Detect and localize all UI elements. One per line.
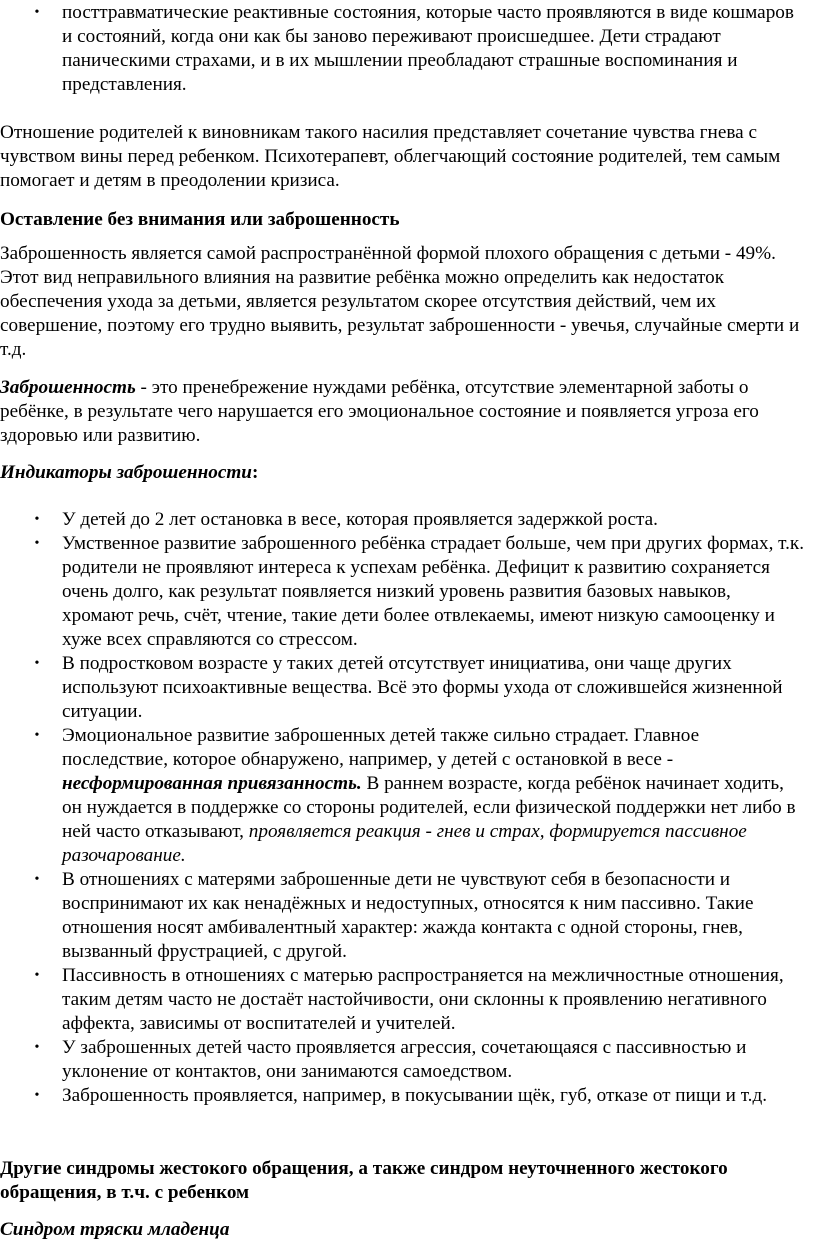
bullet-icon: • (34, 5, 40, 20)
neglect-definition (0, 376, 816, 448)
bullet-icon: • (34, 872, 40, 887)
list-item-text: В отношениях с матерями заброшенные дети не чувствуют себя в безопасности и воспринимают их как ненадёжных и недоступных, относятся к ним пассивно. Такие отношения носят амбивалентный характер: жажда контакта с одной стороны, гнев, вызванный фрустрацией, с другой. (62, 869, 754, 962)
bullet-icon: • (34, 728, 40, 743)
ptsd-bullet-list (0, 1, 816, 97)
list-item (0, 1036, 816, 1084)
bullet-icon: • (34, 1088, 40, 1103)
list-item-bold-italic: несформированная привязанность. (62, 773, 362, 794)
list-item-text: Заброшенность проявляется, например, в покусывании щёк, губ, отказе от пищи и т.д. (62, 1085, 768, 1106)
definition-term: Заброшенность (0, 377, 136, 398)
list-item (0, 532, 816, 652)
indicators-heading-colon: : (251, 462, 259, 483)
bullet-icon: • (34, 656, 40, 671)
list-item (0, 1084, 816, 1108)
list-item-text: Эмоциональное развитие заброшенных детей также сильно страдает. Главное последствие, которое обнаружено, например, у детей с остановкой в весе - (62, 725, 700, 770)
shaken-baby-heading: Синдром тряски младенца (0, 1219, 230, 1240)
bullet-icon: • (34, 536, 40, 551)
list-item-text: У заброшенных детей часто проявляется агрессия, сочетающаяся с пассивностью и уклонение от контактов, они занимаются самоедством. (62, 1037, 747, 1082)
bullet-icon: • (34, 1040, 40, 1055)
list-item (0, 868, 816, 964)
definition-text: - это пренебрежение нуждами ребёнка, отсутствие элементарной заботы о ребёнке, в результате чего нарушается его эмоциональное состояние и появляется угроза его здоровью или развитию. (0, 377, 759, 446)
indicators-heading-label: Индикаторы заброшенности (0, 462, 252, 483)
indicators-heading (0, 461, 816, 485)
list-item (0, 964, 816, 1036)
list-item-text: В подростковом возрасте у таких детей отсутствует инициатива, они чаще других используют психоактивные вещества. Всё это формы ухода от сложившейся жизненной ситуации. (62, 653, 783, 722)
parents-paragraph: Отношение родителей к виновникам такого насилия представляет сочетание чувства гнева с чувством вины перед ребенком. Психотерапевт, облегчающий состояние родителей, тем самым помогает и детям в преодолении кризиса. (0, 122, 781, 191)
list-item-text: посттравматические реактивные состояния, которые часто проявляются в виде кошмаров и состояний, когда они как бы заново переживают происшедшее. Дети страдают паническими страхами, и в их мышлении преобладают страшные воспоминания и представления. (62, 2, 794, 95)
neglect-heading: Оставление без внимания или заброшенность (0, 209, 400, 230)
list-item-text: Умственное развитие заброшенного ребёнка страдает больше, чем при других формах, т.к. родители не проявляют интереса к успехам ребёнка. Дефицит к развитию сохраняется очень долго, как результат появляется низкий уровень развития базовых навыков, хромают речь, счёт, чтение, такие дети более отвлекаемы, имеют низкую самооценку и хуже всех справляются со стрессом. (62, 533, 805, 650)
list-item-text: У детей до 2 лет остановка в весе, которая проявляется задержкой роста. (62, 509, 658, 530)
list-item-text: Пассивность в отношениях с матерью распространяется на межличностные отношения, таким детям часто не достаёт настойчивости, они склонны к проявлению негативного аффекта, зависимы от воспитателей и учителей. (62, 965, 784, 1034)
list-item (0, 652, 816, 724)
indicators-list (0, 508, 816, 1108)
bullet-icon: • (34, 968, 40, 983)
list-item (0, 508, 816, 532)
list-item (0, 1, 816, 97)
neglect-paragraph: Заброшенность является самой распространённой формой плохого обращения с детьми - 49%. Этот вид неправильного влияния на развитие ребёнка можно определить как недостаток обеспечения ухода за детьми, является результатом скорее отсутствия действий, чем их совершение, поэтому его трудно выявить, результат заброшенности - увечья, случайные смерти и т.д. (0, 243, 800, 360)
list-item-text: В раннем возрасте, когда ребёнок начинает ходить, он нуждается в поддержке со стороны родителей, если физической поддержки нет либо в ней часто отказывают, (62, 773, 796, 842)
list-item-italic: проявляется реакция - гнев и страх, формируется пассивное разочарование. (62, 821, 747, 866)
bullet-icon: • (34, 512, 40, 527)
list-item (0, 724, 816, 868)
other-syndromes-heading: Другие синдромы жестокого обращения, а также синдром неуточненного жестокого обращения, в т.ч. с ребенком (0, 1158, 728, 1203)
